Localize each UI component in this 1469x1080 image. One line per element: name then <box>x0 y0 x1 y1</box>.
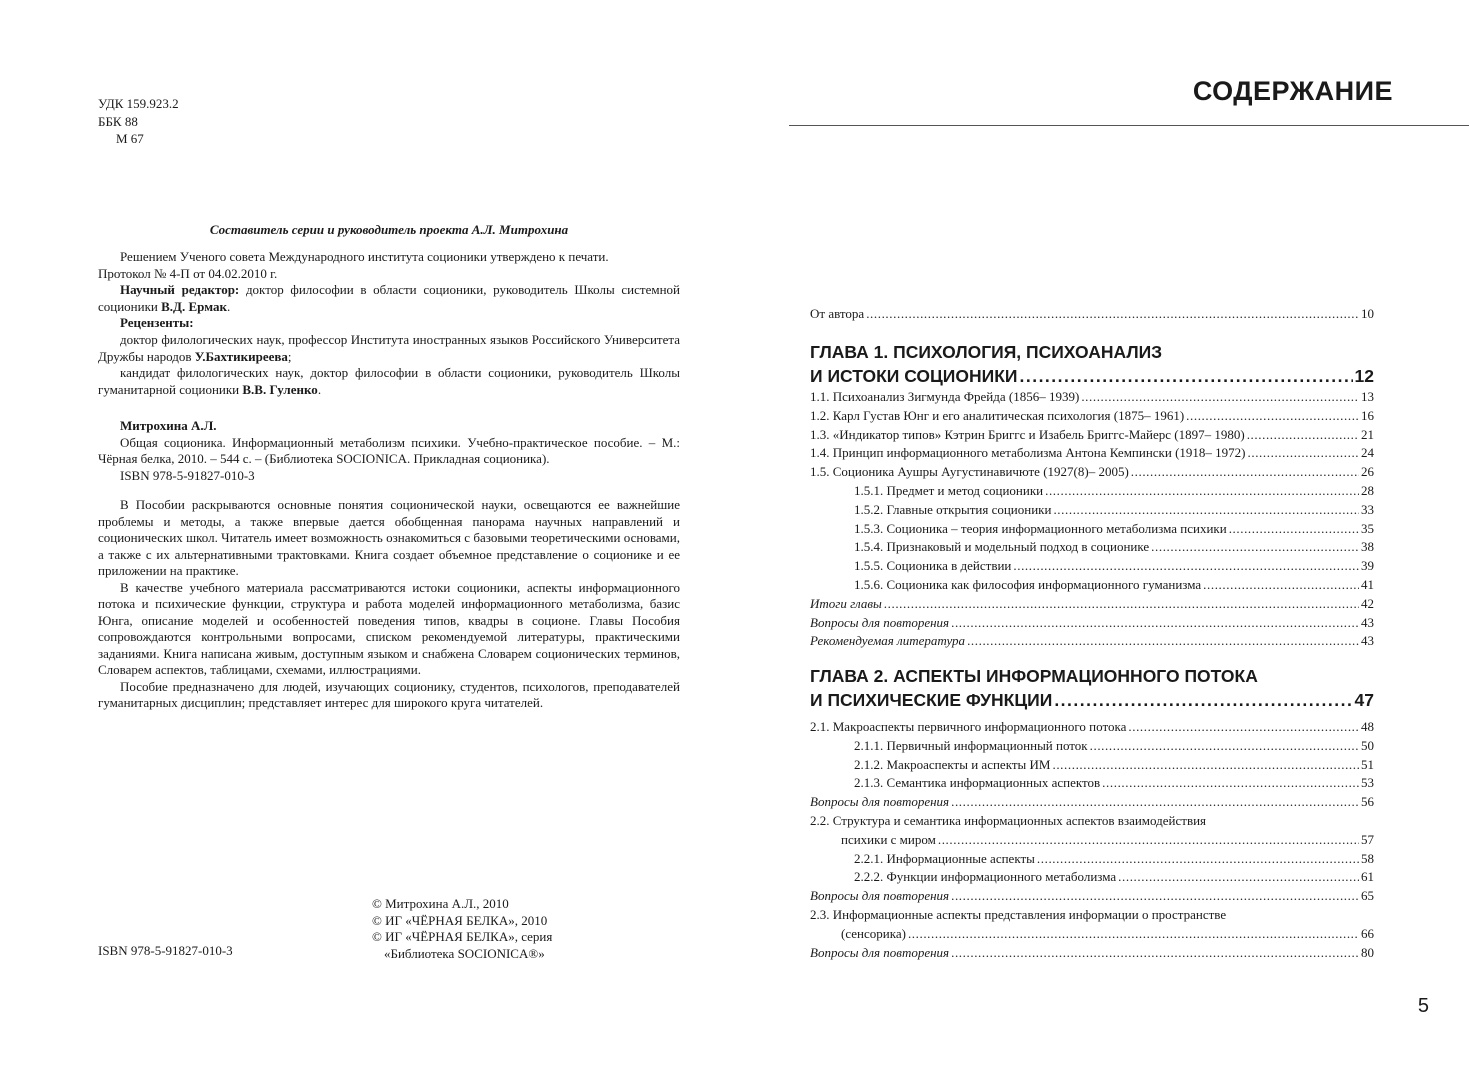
reviewer-2-end: . <box>317 381 322 397</box>
toc-entry-page: 35 <box>1361 520 1374 536</box>
abstract-paragraph-1: В Пособии раскрываются основные понятия соционической науки, освещаются ее важнейшие проблемы и методы, а также впервые дается обобщенная панорама научных направлений и соционических школ. Читатель имеет возможность ознакомиться с базовыми теоретическими основами, а также с их альтернативными трактовками. Книга создает объемное представление о соционике и ее приложении на практике. <box>98 497 680 578</box>
chapter-1-title-text: И ИСТОКИ СОЦИОНИКИ <box>810 366 1018 386</box>
toc-entry-title: 2.1.1. Первичный информационный поток <box>854 737 1088 753</box>
toc-entry-page: 16 <box>1361 407 1374 423</box>
toc-entry-page: 51 <box>1361 756 1374 772</box>
toc-entry[interactable] <box>810 614 1374 633</box>
toc-entry-title: (сенсорика) <box>841 925 906 941</box>
bbk-code: ББК 88 <box>98 113 138 129</box>
leader-dots <box>938 831 1359 850</box>
copyright-block <box>372 896 552 962</box>
leader-dots <box>884 595 1359 614</box>
leader-dots <box>1248 444 1360 463</box>
toc-entry[interactable] <box>810 793 1374 812</box>
toc-entry-title: 1.5.6. Соционика как философия информационного гуманизма <box>854 576 1202 592</box>
toc-entry-title: 1.3. «Индикатор типов» Кэтрин Бриггс и Изабель Бриггс-Майерс (1897– 1980) <box>810 426 1245 442</box>
leader-dots <box>1128 718 1359 737</box>
toc-entry[interactable] <box>810 925 1374 944</box>
reviewer-1-name: У.Бахтикиреева <box>194 348 288 364</box>
toc-entry-title: 2.1. Макроаспекты первичного информационного потока <box>810 719 1127 734</box>
approval-block <box>98 249 680 398</box>
toc-entry-title: Вопросы для повторения <box>810 888 950 904</box>
chapter-1-title-line-2 <box>810 364 1374 388</box>
leader-dots <box>1081 388 1359 407</box>
toc-entry-title: 1.5. Соционика Аушры Аугустинавичюте (1927(8)– 2005) <box>810 464 1129 480</box>
leader-dots <box>1052 756 1359 775</box>
leader-dots <box>951 887 1359 906</box>
editor-text: доктор философии в области соционики, руководитель Школы системной соционики <box>98 282 680 314</box>
reviewer-2-text: кандидат филологических наук, доктор философии в области соционики, руководитель Школы гуманитарной соционики <box>98 365 680 397</box>
chapter-1-page: 12 <box>1354 366 1374 386</box>
scientific-editor <box>98 282 680 315</box>
toc-entry[interactable] <box>810 944 1374 963</box>
abstract-paragraph-3: Пособие предназначено для людей, изучающих соционику, студентов, психологов, преподавателей гуманитарных дисциплин; представляет интерес для широкого круга читателей. <box>98 678 680 710</box>
leader-dots <box>1131 463 1359 482</box>
chapter-1-title-line-1: ГЛАВА 1. ПСИХОЛОГИЯ, ПСИХОАНАЛИЗ <box>810 342 1163 362</box>
toc-entry-page: 48 <box>1361 719 1374 734</box>
toc-entry[interactable] <box>810 887 1374 906</box>
toc-entry[interactable] <box>810 426 1374 445</box>
toc-entry-title: психики с миром <box>841 831 936 847</box>
leader-dots <box>1037 850 1359 869</box>
copyright-line-4: «Библиотека SOCIONICA®» <box>384 945 545 961</box>
chapter-2-title-line-1: ГЛАВА 2. АСПЕКТЫ ИНФОРМАЦИОННОГО ПОТОКА <box>810 666 1258 686</box>
reviewer-1-text: доктор филологических наук, профессор Института иностранных языков Российского Университета Дружбы народов <box>98 331 680 364</box>
record-author <box>98 418 680 435</box>
reviewer-1-end: ; <box>287 348 292 364</box>
editor-end: . <box>226 298 231 314</box>
toc-entry-title: Вопросы для повторения <box>810 944 950 960</box>
classification-codes <box>98 95 179 148</box>
toc-entry-page: 53 <box>1361 775 1374 791</box>
toc-entry-title: 1.5.4. Признаковый и модельный подход в соционике <box>854 539 1150 555</box>
toc-entry[interactable] <box>810 463 1374 482</box>
toc-entry-page: 65 <box>1361 888 1374 904</box>
toc-entry[interactable] <box>810 831 1374 850</box>
chapter-2-title-text: И ПСИХИЧЕСКИЕ ФУНКЦИИ <box>810 690 1053 710</box>
toc-entry-page: 66 <box>1361 925 1374 941</box>
editor-label: Научный редактор: <box>120 282 240 298</box>
toc-entry-title: Итоги главы <box>810 595 882 611</box>
leader-dots <box>1186 407 1359 426</box>
toc-entry-title: От автора <box>810 306 865 321</box>
toc-entry-title: 2.1.3. Семантика информационных аспектов <box>854 775 1101 791</box>
leader-dots <box>1102 774 1359 793</box>
toc-entry[interactable] <box>810 444 1374 463</box>
toc-entry[interactable] <box>810 305 1374 324</box>
toc-entry[interactable] <box>810 595 1374 614</box>
page-title: СОДЕРЖАНИЕ <box>1192 76 1393 106</box>
leader-dots <box>1019 364 1352 388</box>
toc-entry[interactable] <box>810 868 1374 887</box>
toc-entry-page: 21 <box>1361 426 1374 442</box>
toc-entry-page: 38 <box>1361 539 1374 555</box>
leader-dots <box>1247 426 1359 445</box>
toc-entry[interactable] <box>810 756 1374 775</box>
leader-dots <box>951 614 1359 633</box>
toc-entry[interactable] <box>810 774 1374 793</box>
toc-entry-page: 50 <box>1361 737 1374 753</box>
isbn-bottom: ISBN 978-5-91827-010-3 <box>98 943 233 958</box>
toc-entry-title: Вопросы для повторения <box>810 794 950 810</box>
right-page <box>735 0 1469 1080</box>
toc-entry[interactable] <box>810 388 1374 407</box>
toc-entry[interactable] <box>810 482 1374 501</box>
toc-entry-title: Вопросы для повторения <box>810 614 950 630</box>
toc-entry-page: 13 <box>1361 389 1374 404</box>
toc-entry-page: 24 <box>1361 445 1374 461</box>
toc-entry-title: 2.1.2. Макроаспекты и аспекты ИМ <box>854 756 1051 772</box>
toc-entry-page: 33 <box>1361 501 1374 517</box>
toc-entry-title: 2.2.1. Информационные аспекты <box>854 850 1035 866</box>
copyright-line-1: © Митрохина А.Л., 2010 <box>372 896 509 911</box>
leader-dots <box>1013 557 1359 576</box>
chapter-2-page: 47 <box>1354 690 1374 710</box>
toc-entry-title: 1.1. Психоанализ Зигмунда Фрейда (1856– 1939) <box>810 389 1080 404</box>
toc-from-author <box>810 305 1374 324</box>
toc-entry[interactable] <box>810 718 1374 737</box>
toc-entry-page: 28 <box>1361 482 1374 498</box>
toc-entry-page: 57 <box>1361 831 1374 847</box>
toc-entry[interactable] <box>810 538 1374 557</box>
toc-entry-title: 1.5.5. Соционика в действии <box>854 558 1012 574</box>
toc-entry-title: 1.2. Карл Густав Юнг и его аналитическая психология (1875– 1961) <box>810 407 1185 423</box>
abstract-paragraph-2: В качестве учебного материала рассматриваются истоки соционики, аспекты информационного потока и психические функции, структура и работа моделей информационного метаболизма, базис Юнга, описание моделей и особенностей поведения типов, квадры в соционе. Главы Пособия сопровождаются контрольными вопросами, списком рекомендуемой литературы, практическими заданиями. Книга написана живым, доступным языком и снабжена Словарем соционических терминов, Словарем аспектов, таблицами, схемами, иллюстрациями. <box>98 579 680 677</box>
toc-entry[interactable] <box>810 407 1374 426</box>
leader-dots <box>1090 737 1359 756</box>
chapter-2-title-line-2 <box>810 688 1374 712</box>
toc-entry[interactable] <box>810 850 1374 869</box>
reviewer-2-name: В.В. Гуленко <box>242 381 318 397</box>
toc-entry-page: 43 <box>1361 614 1374 630</box>
editor-name: В.Д. Ермак <box>161 298 227 314</box>
bibliographic-record <box>98 418 680 484</box>
toc-entry-page: 80 <box>1361 944 1374 960</box>
leader-dots <box>967 632 1359 651</box>
reviewers-label: Рецензенты: <box>120 315 194 331</box>
toc-entry-title: 1.5.3. Соционика – теория информационного метаболизма психики <box>854 520 1227 536</box>
toc-entry[interactable] <box>810 557 1374 576</box>
author-mark: М 67 <box>116 131 144 146</box>
record-description: Общая соционика. Информационный метаболизм психики. Учебно-практическое пособие. – М.: Чёрная белка, 2010. – 544 с. – (Библиотека SOCIONICA. Прикладная соционика). <box>98 434 680 467</box>
leader-dots <box>1054 688 1352 712</box>
toc-entry[interactable] <box>810 501 1374 520</box>
abstract <box>98 497 680 712</box>
toc-entry[interactable] <box>810 576 1374 595</box>
toc-entry-page: 56 <box>1361 794 1374 810</box>
toc-entry-page: 58 <box>1361 850 1374 866</box>
toc-entry[interactable] <box>810 632 1374 651</box>
toc-entry-title[interactable]: 2.3. Информационные аспекты представления информации о пространстве <box>810 906 1227 922</box>
toc-entry-page: 61 <box>1361 869 1374 885</box>
udk-code: УДК 159.923.2 <box>98 96 179 111</box>
toc-entry-title: 1.4. Принцип информационного метаболизма Антона Кемпински (1918– 1972) <box>810 445 1246 461</box>
record-isbn: ISBN 978-5-91827-010-3 <box>120 467 255 483</box>
toc-entry-title: 1.5.2. Главные открытия соционики <box>854 501 1052 517</box>
toc-entry-title: Рекомендуемая литература <box>810 633 966 649</box>
leader-dots <box>1118 868 1359 887</box>
toc-chapter-2-items <box>810 718 1374 962</box>
toc-entry-page: 42 <box>1361 595 1374 611</box>
protocol-text: Протокол № 4-П от 04.02.2010 г. <box>98 265 278 281</box>
leader-dots <box>866 305 1359 324</box>
toc-entry-page: 41 <box>1361 576 1374 592</box>
reviewers-heading <box>98 315 680 332</box>
series-compiler: Составитель серии и руководитель проекта А.Л. Митрохина <box>209 222 569 237</box>
record-author-name: Митрохина А.Л. <box>120 418 217 433</box>
leader-dots <box>908 925 1359 944</box>
page-number: 5 <box>1417 995 1429 1017</box>
toc-entry-page: 39 <box>1361 558 1374 574</box>
toc-chapter-1-items <box>810 388 1374 651</box>
leader-dots <box>1045 482 1359 501</box>
toc-entry-title: 2.2.2. Функции информационного метаболизма <box>854 869 1117 885</box>
reviewer-2 <box>98 365 680 398</box>
leader-dots <box>951 944 1359 963</box>
toc-entry-page: 26 <box>1361 464 1374 480</box>
title-divider <box>789 125 1469 126</box>
toc-entry[interactable] <box>810 737 1374 756</box>
toc-entry-page: 43 <box>1361 633 1374 649</box>
toc-chapter-2[interactable] <box>810 664 1374 712</box>
toc-entry-page: 10 <box>1361 306 1374 321</box>
toc-chapter-1[interactable] <box>810 340 1374 388</box>
leader-dots <box>951 793 1359 812</box>
leader-dots <box>1053 501 1359 520</box>
toc-entry[interactable] <box>810 520 1374 539</box>
approval-text: Решением Ученого совета Международного института соционики утверждено к печати. <box>120 249 609 264</box>
leader-dots <box>1229 520 1359 539</box>
leader-dots <box>1203 576 1359 595</box>
toc-entry-title[interactable]: 2.2. Структура и семантика информационных аспектов взаимодействия <box>810 812 1207 828</box>
toc-entry-title: 1.5.1. Предмет и метод соционики <box>854 482 1044 498</box>
leader-dots <box>1151 538 1359 557</box>
reviewer-1 <box>98 332 680 365</box>
copyright-line-3: © ИГ «ЧЁРНАЯ БЕЛКА», серия <box>372 929 553 945</box>
copyright-line-2: © ИГ «ЧЁРНАЯ БЕЛКА», 2010 <box>372 912 548 928</box>
